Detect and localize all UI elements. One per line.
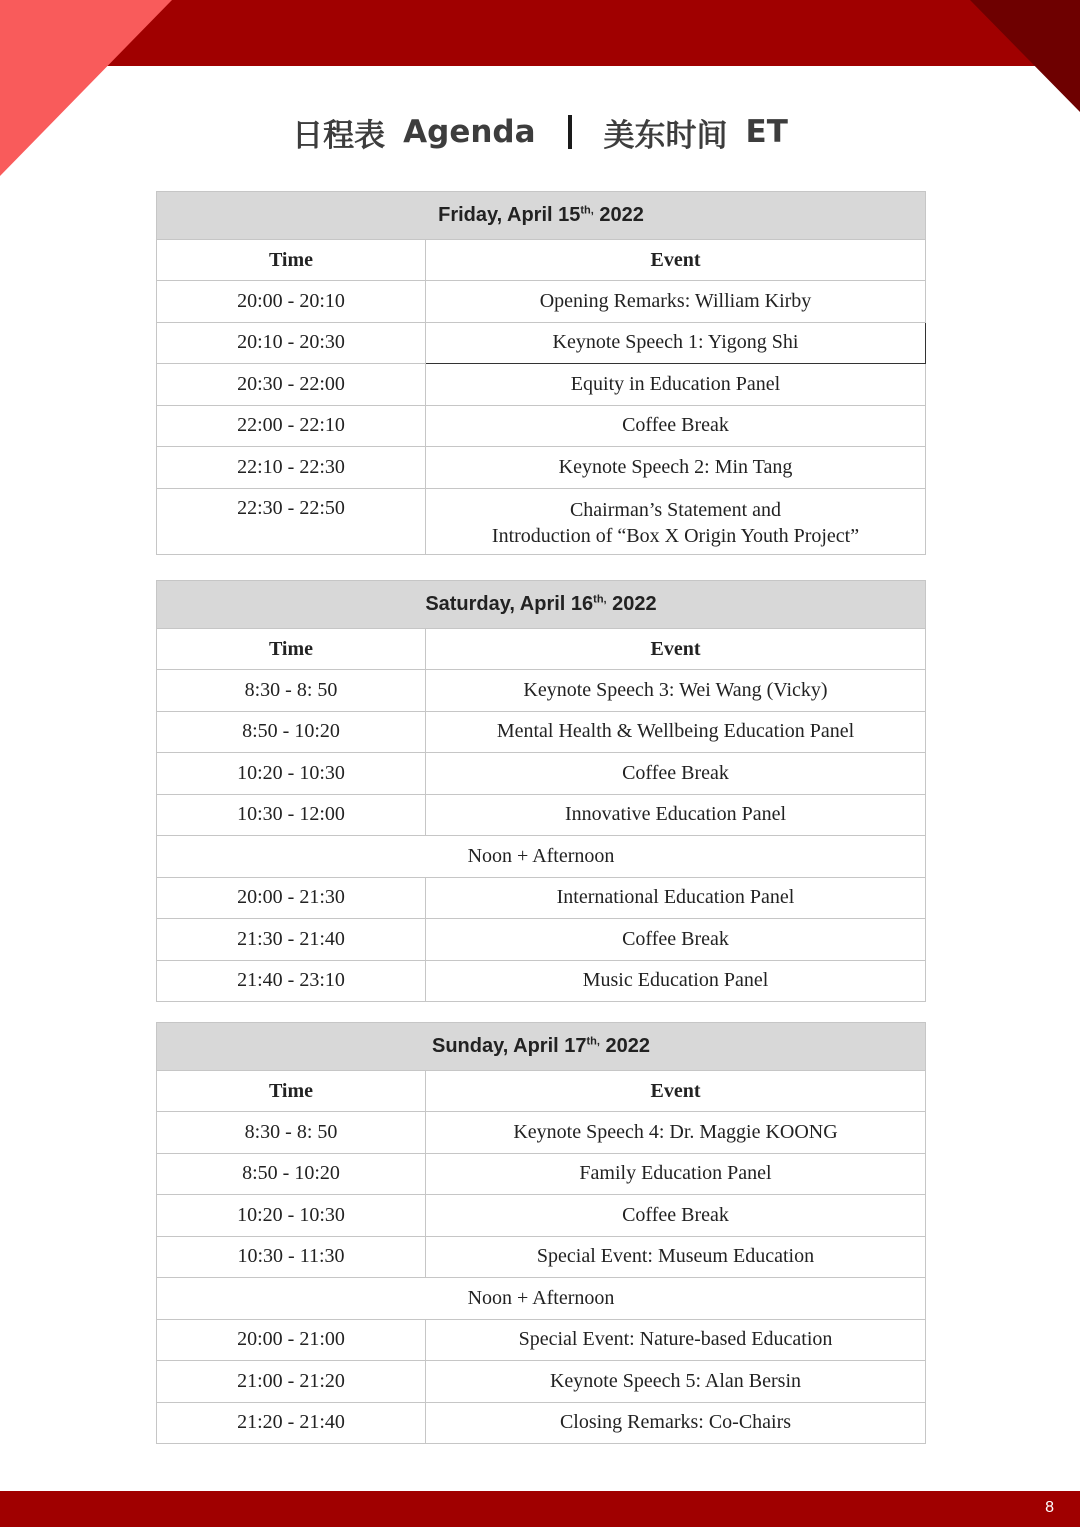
table-row: [157, 960, 926, 1002]
event-cell: Keynote Speech 5: Alan Bersin: [426, 1361, 926, 1403]
time-cell: 10:20 - 10:30: [157, 753, 426, 795]
session-break-cell: Noon + Afternoon: [157, 836, 926, 878]
title-agenda-zh: 日程表: [292, 117, 386, 154]
table-row: [157, 877, 926, 919]
table-row: [157, 919, 926, 961]
table-row: [157, 1236, 926, 1278]
table-row: [157, 1195, 926, 1237]
table-row: [157, 322, 926, 364]
event-cell: Special Event: Nature-based Education: [426, 1319, 926, 1361]
agenda-table-saturday: [156, 580, 926, 1002]
table-row: [157, 488, 926, 554]
time-cell: 21:00 - 21:20: [157, 1361, 426, 1403]
event-cell: Coffee Break: [426, 1195, 926, 1237]
time-cell: 20:00 - 21:30: [157, 877, 426, 919]
day-header-sunday: Sunday, April $17^{th,}$ 2022: [157, 1023, 926, 1071]
title-timezone-en: ET: [745, 114, 788, 150]
time-cell: 22:30 - 22:50: [157, 488, 426, 554]
event-column-header: Event: [426, 1071, 926, 1112]
title-timezone-zh: 美东时间: [603, 117, 728, 154]
time-cell: 20:00 - 20:10: [157, 281, 426, 323]
time-cell: 8:30 - 8: 50: [157, 1112, 426, 1154]
session-break-cell: Noon + Afternoon: [157, 1278, 926, 1320]
event-cell: Keynote Speech 4: Dr. Maggie KOONG: [426, 1112, 926, 1154]
event-cell: Music Education Panel: [426, 960, 926, 1002]
event-cell: Mental Health & Wellbeing Education Panel: [426, 711, 926, 753]
event-cell: Coffee Break: [426, 405, 926, 447]
table-row: [157, 1153, 926, 1195]
agenda-table-friday: [156, 191, 926, 555]
time-cell: 10:30 - 11:30: [157, 1236, 426, 1278]
table-header-row: [157, 629, 926, 670]
page-number: 8: [1045, 1499, 1054, 1516]
event-cell: Innovative Education Panel: [426, 794, 926, 836]
title-divider: [568, 115, 572, 149]
time-cell: 10:20 - 10:30: [157, 1195, 426, 1237]
time-cell: 8:30 - 8: 50: [157, 670, 426, 712]
time-cell: 21:40 - 23:10: [157, 960, 426, 1002]
table-row: [157, 670, 926, 712]
event-cell: Coffee Break: [426, 753, 926, 795]
event-cell: Special Event: Museum Education: [426, 1236, 926, 1278]
time-cell: 20:30 - 22:00: [157, 364, 426, 406]
table-row: [157, 364, 926, 406]
event-cell: Coffee Break: [426, 919, 926, 961]
table-row-span: [157, 836, 926, 878]
event-cell: [426, 488, 926, 554]
bottom-banner: [0, 1491, 1080, 1527]
event-cell: Equity in Education Panel: [426, 364, 926, 406]
event-cell: Opening Remarks: William Kirby: [426, 281, 926, 323]
agenda-table-sunday: [156, 1022, 926, 1444]
time-cell: 21:20 - 21:40: [157, 1402, 426, 1444]
event-column-header: Event: [426, 629, 926, 670]
event-cell: Keynote Speech 3: Wei Wang (Vicky): [426, 670, 926, 712]
table-header-row: [157, 1071, 926, 1112]
table-row: [157, 1319, 926, 1361]
table-row: [157, 1112, 926, 1154]
title-agenda-en: Agenda: [403, 114, 536, 150]
table-row: [157, 794, 926, 836]
table-row: [157, 281, 926, 323]
table-row: [157, 1361, 926, 1403]
day-header-saturday: Saturday, April $16^{th,}$ 2022: [157, 581, 926, 629]
event-cell: Family Education Panel: [426, 1153, 926, 1195]
event-cell: Keynote Speech 2: Min Tang: [426, 447, 926, 489]
time-cell: 21:30 - 21:40: [157, 919, 426, 961]
table-row: [157, 1402, 926, 1444]
time-cell: 22:10 - 22:30: [157, 447, 426, 489]
page-title: [0, 106, 1080, 158]
table-row: [157, 753, 926, 795]
event-cell-selected: Keynote Speech 1: Yigong Shi: [426, 322, 926, 364]
event-line: Introduction of “Box X Origin Youth Project”: [491, 524, 860, 547]
event-line: Chairman’s Statement and: [569, 498, 782, 521]
table-header-row: [157, 240, 926, 281]
time-column-header: Time: [157, 629, 426, 670]
table-row: [157, 711, 926, 753]
time-column-header: Time: [157, 240, 426, 281]
time-cell: 20:00 - 21:00: [157, 1319, 426, 1361]
time-cell: 8:50 - 10:20: [157, 1153, 426, 1195]
time-column-header: Time: [157, 1071, 426, 1112]
time-cell: 22:00 - 22:10: [157, 405, 426, 447]
table-row: [157, 405, 926, 447]
time-cell: 20:10 - 20:30: [157, 322, 426, 364]
table-row-span: [157, 1278, 926, 1320]
table-row: [157, 447, 926, 489]
event-cell: Closing Remarks: Co-Chairs: [426, 1402, 926, 1444]
day-header-friday: Friday, April $15^{th,}$ 2022: [157, 192, 926, 240]
event-column-header: Event: [426, 240, 926, 281]
event-cell: International Education Panel: [426, 877, 926, 919]
time-cell: 10:30 - 12:00: [157, 794, 426, 836]
time-cell: 8:50 - 10:20: [157, 711, 426, 753]
